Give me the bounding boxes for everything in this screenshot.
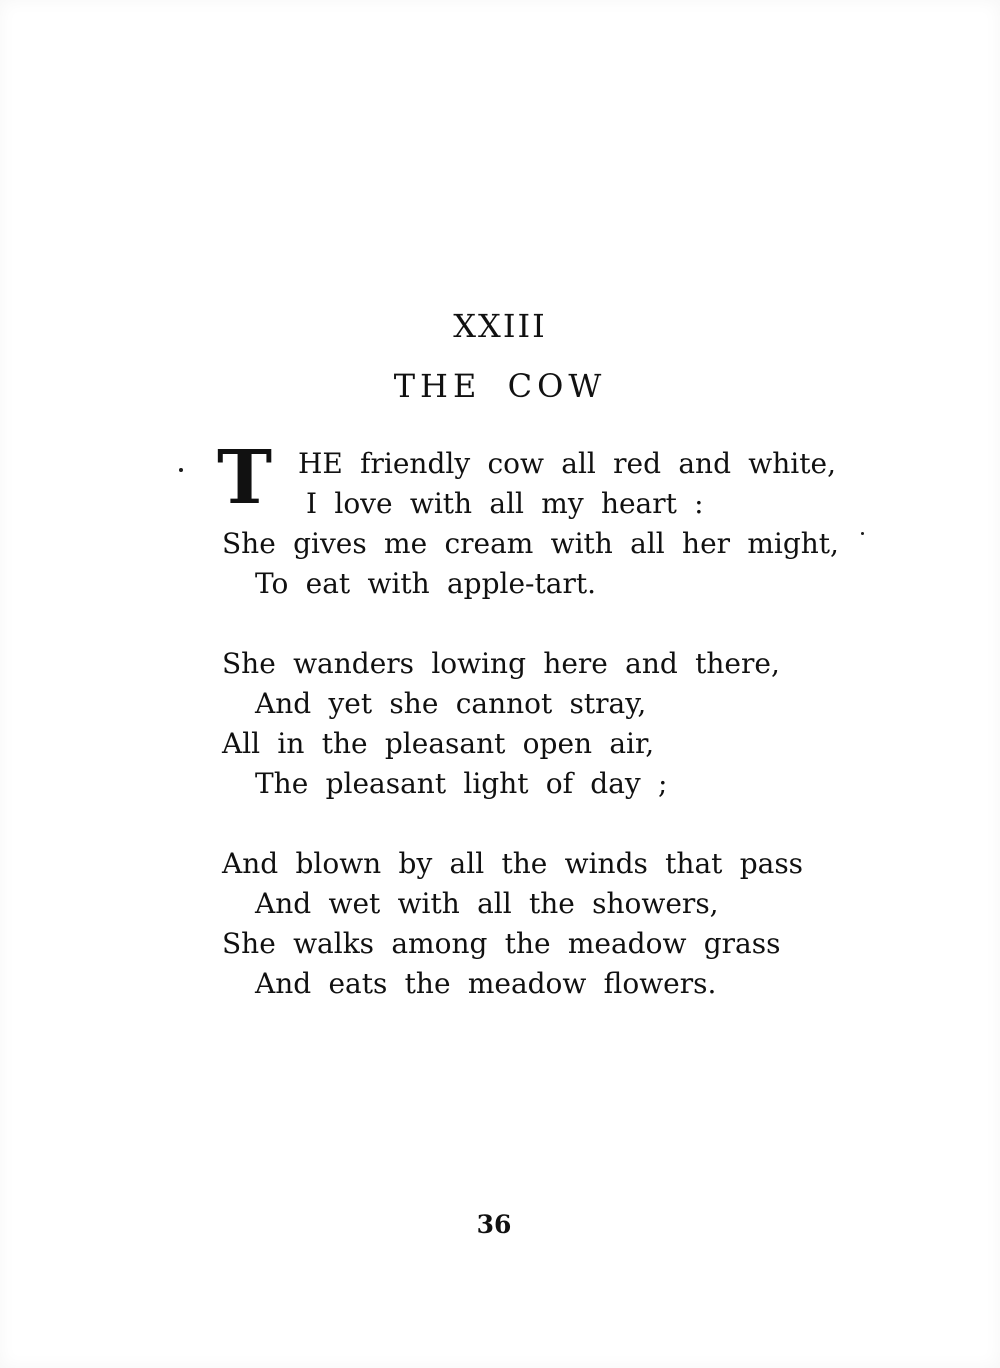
poem-line: The pleasant light of day ; (255, 767, 668, 800)
poem-line: And blown by all the winds that pass (222, 847, 804, 880)
poem-line: She gives me cream with all her might, (222, 527, 839, 560)
section-number: XXIII (453, 307, 547, 345)
poem-line: I love with all my heart : (306, 487, 704, 520)
poem-line: HE friendly cow all red and white, (298, 447, 836, 480)
poem-line: And yet she cannot stray, (255, 687, 647, 720)
poem-body (217, 435, 1000, 1004)
scan-speck (179, 468, 183, 472)
poem-line: And eats the meadow flowers. (255, 967, 717, 1000)
poem-line: She wanders lowing here and there, (222, 647, 780, 680)
poem-line: And wet with all the showers, (255, 887, 719, 920)
poem-title: THE COW (393, 367, 607, 405)
poem-line: All in the pleasant open air, (222, 727, 655, 760)
stanza-2 (222, 644, 1000, 804)
stanza-1 (217, 435, 1000, 604)
poem-line: She walks among the meadow grass (222, 927, 781, 960)
poem-heading (0, 0, 1000, 405)
stanza-3 (222, 844, 1000, 1004)
page-number: 36 (476, 1210, 512, 1239)
drop-cap: T (217, 435, 273, 521)
scan-speck (861, 532, 864, 535)
poem-line: To eat with apple-tart. (255, 567, 596, 600)
